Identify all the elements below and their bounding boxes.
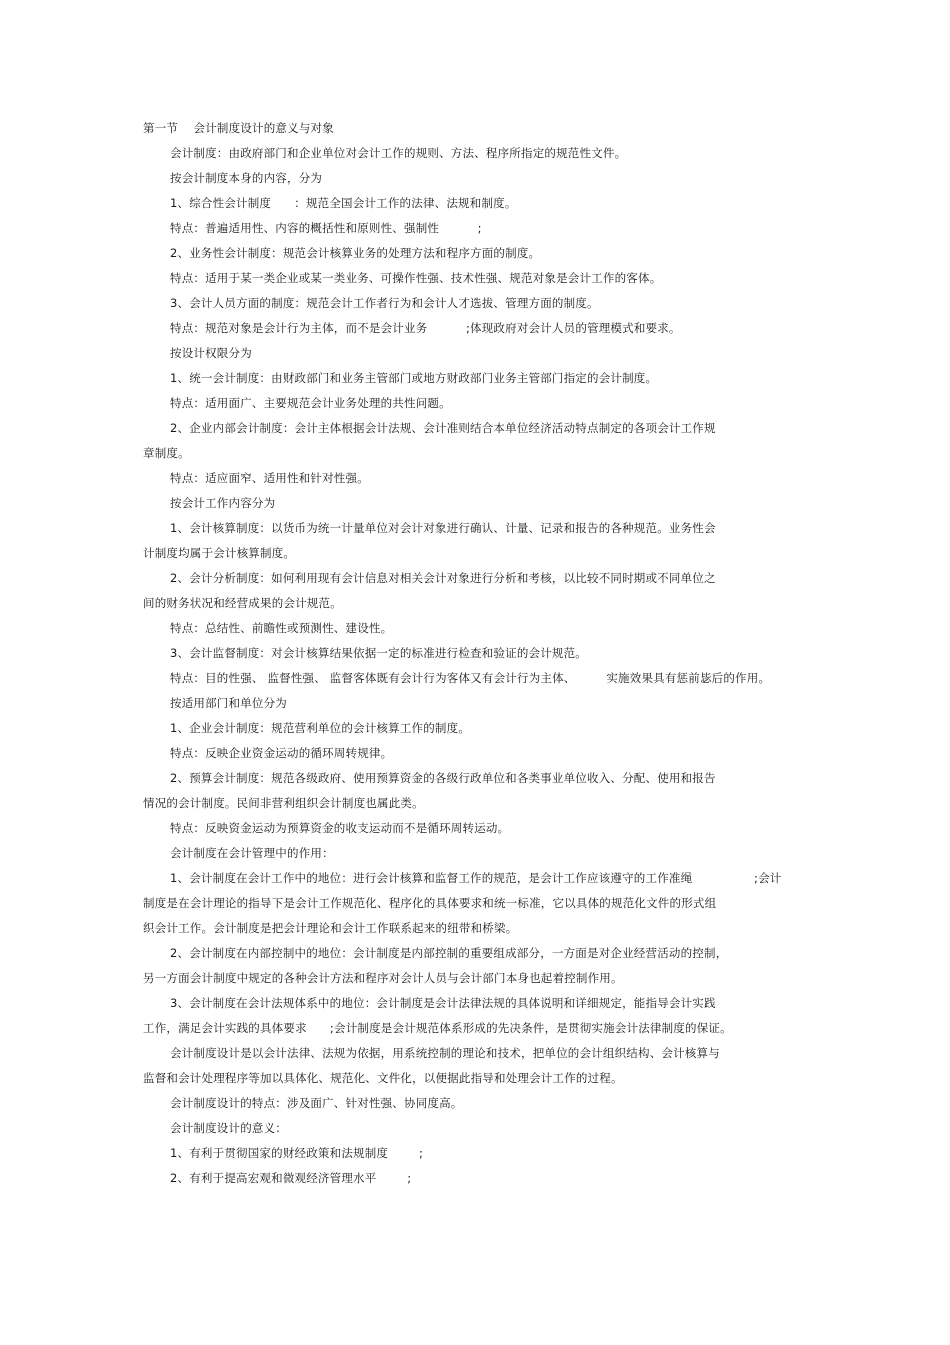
paragraph-line: 会计制度：由政府部门和企业单位对会计工作的规则、方法、程序所指定的规范性文件。 — [170, 146, 627, 160]
paragraph-line: 特点：普遍适用性、内容的概括性和原则性、强制性 ; — [170, 221, 482, 235]
paragraph-line: 3、会计人员方面的制度：规范会计工作者行为和会计人才选拔、管理方面的制度。 — [170, 296, 599, 310]
paragraph-line: 1、综合性会计制度 ：规范全国会计工作的法律、法规和制度。 — [170, 196, 517, 210]
paragraph-line: 制度是在会计理论的指导下是会计工作规范化、程序化的具体要求和统一标准，它以具体的规范化文件的形式组 — [143, 896, 717, 910]
paragraph-line: 会计制度设计的意义： — [170, 1121, 287, 1135]
paragraph-line: 2、业务性会计制度：规范会计核算业务的处理方法和程序方面的制度。 — [170, 246, 541, 260]
paragraph-line: 按设计权限分为 — [170, 346, 252, 360]
paragraph-line: 按会计工作内容分为 — [170, 496, 276, 510]
paragraph-line: 特点：反映企业资金运动的循环周转规律。 — [170, 746, 393, 760]
paragraph-line: 情况的会计制度。民间非营利组织会计制度也属此类。 — [143, 796, 424, 810]
paragraph-line: 3、会计监督制度：对会计核算结果依据一定的标准进行检查和验证的会计规范。 — [170, 646, 588, 660]
paragraph-line: 1、会计核算制度：以货币为统一计量单位对会计对象进行确认、计量、记录和报告的各种规范。业务性会 — [170, 521, 716, 535]
paragraph-line: 2、会计分析制度：如何利用现有会计信息对相关会计对象进行分析和考核，以比较不同时期或不同单位之 — [170, 571, 716, 585]
paragraph-line: 2、有利于提高宏观和微观经济管理水平 ; — [170, 1171, 412, 1185]
paragraph-line: 会计制度设计是以会计法律、法规为依据，用系统控制的理论和技术，把单位的会计组织结构、会计核算与 — [170, 1046, 720, 1060]
paragraph-line: 特点：适用面广、主要规范会计业务处理的共性问题。 — [170, 396, 451, 410]
paragraph-line: 另一方面会计制度中规定的各种会计方法和程序对会计人员与会计部门本身也起着控制作用。 — [143, 971, 623, 985]
paragraph-line: 会计制度设计的特点：涉及面广、针对性强、协同度高。 — [170, 1096, 463, 1110]
paragraph-line: 3、会计制度在会计法规体系中的地位：会计制度是会计法律法规的具体说明和详细规定，能指导会计实践 — [170, 996, 716, 1010]
paragraph-line: 监督和会计处理程序等加以具体化、规范化、文件化，以便据此指导和处理会计工作的过程。 — [143, 1071, 623, 1085]
paragraph-line: 2、预算会计制度：规范各级政府、使用预算资金的各级行政单位和各类事业单位收入、分配、使用和报告 — [170, 771, 716, 785]
paragraph-line: 特点：规范对象是会计行为主体，而不是会计业务 ;体现政府对会计人员的管理模式和要求。 — [170, 321, 681, 335]
paragraph-line: 间的财务状况和经营成果的会计规范。 — [143, 596, 342, 610]
paragraph-line: 2、企业内部会计制度：会计主体根据会计法规、会计准则结合本单位经济活动特点制定的各项会计工作规 — [170, 421, 716, 435]
paragraph-line: 特点：目的性强、 监督性强、 监督客体既有会计行为客体又有会计行为主体、 实施效果具有惩前毖后的作用。 — [170, 671, 771, 685]
paragraph-line: 特点：总结性、前瞻性或预测性、建设性。 — [170, 621, 393, 635]
paragraph-line: 特点：适应面窄、适用性和针对性强。 — [170, 471, 369, 485]
paragraph-line: 章制度。 — [143, 446, 190, 460]
paragraph-line: 按会计制度本身的内容，分为 — [170, 171, 323, 185]
paragraph-line: 特点：反映资金运动为预算资金的收支运动而不是循环周转运动。 — [170, 821, 510, 835]
paragraph-line: 按适用部门和单位分为 — [170, 696, 287, 710]
paragraph-line: 特点：适用于某一类企业或某一类业务、可操作性强、技术性强、规范对象是会计工作的客体。 — [170, 271, 662, 285]
paragraph-line: 1、会计制度在会计工作中的地位：进行会计核算和监督工作的规范，是会计工作应该遵守的工作准绳 ;会计 — [170, 871, 782, 885]
paragraph-line: 1、统一会计制度：由财政部门和业务主管部门或地方财政部门业务主管部门指定的会计制度。 — [170, 371, 658, 385]
paragraph-line: 1、企业会计制度：规范营利单位的会计核算工作的制度。 — [170, 721, 471, 735]
paragraph-line: 1、有利于贯彻国家的财经政策和法规制度 ; — [170, 1146, 424, 1160]
paragraph-line: 织会计工作。会计制度是把会计理论和会计工作联系起来的纽带和桥梁。 — [143, 921, 518, 935]
paragraph-line: 2、会计制度在内部控制中的地位：会计制度是内部控制的重要组成部分，一方面是对企业经营活动的控制， — [170, 946, 728, 960]
paragraph-line: 计制度均属于会计核算制度。 — [143, 546, 296, 560]
section-heading: 第一节 会计制度设计的意义与对象 — [143, 121, 334, 135]
paragraph-line: 工作，满足会计实践的具体要求 ;会计制度是会计规范体系形成的先决条件，是贯彻实施会计法律制度的保证。 — [143, 1021, 732, 1035]
paragraph-line: 会计制度在会计管理中的作用： — [170, 846, 334, 860]
